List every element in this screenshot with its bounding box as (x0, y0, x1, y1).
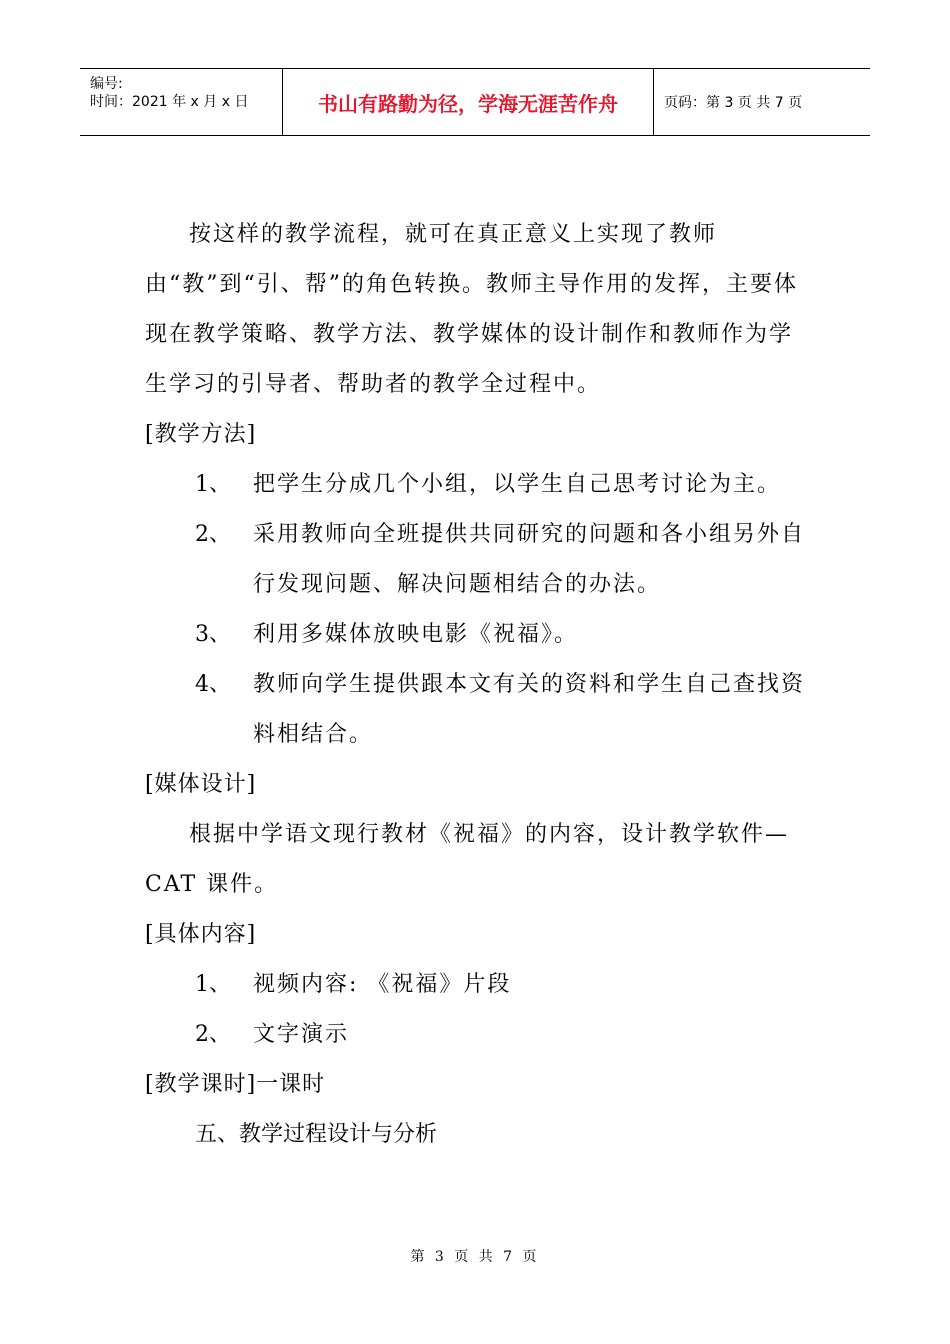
media-heading: [媒体设计] (145, 772, 257, 797)
list-item (145, 960, 810, 1010)
time-label: 时间：2021 年 x 月 x 日 (90, 94, 249, 110)
list-number: 2、 (195, 1022, 231, 1047)
list-item (145, 460, 810, 510)
list-item (145, 510, 810, 610)
list-text: 把学生分成几个小组，以学生自己思考讨论为主。 (253, 472, 782, 497)
page-header (80, 68, 870, 136)
page-footer: 第 3 页 共 7 页 (410, 1249, 540, 1265)
list-text: 视频内容: 《祝福》片段 (253, 972, 512, 997)
list-text: 教师向学生提供跟本文有关的资料和学生自己查找资料相结合。 (253, 672, 806, 747)
section-heading: 五、教学过程设计与分析 (195, 1122, 438, 1147)
lesson-time: [教学课时]一课时 (145, 1072, 326, 1097)
document-body (145, 210, 810, 1160)
list-number: 2、 (195, 522, 231, 547)
header-page-code: 页码：第 3 页 共 7 页 (664, 95, 803, 111)
list-item (145, 610, 810, 660)
list-number: 3、 (195, 622, 231, 647)
list-item (145, 660, 810, 760)
media-paragraph: 根据中学语文现行教材《祝福》的内容，设计教学软件—CAT 课件。 (145, 822, 790, 897)
list-text: 采用教师向全班提供共同研究的问题和各小组另外自行发现问题、解决问题相结合的办法。 (253, 522, 806, 597)
list-text: 文字演示 (253, 1022, 350, 1047)
content-heading: [具体内容] (145, 922, 257, 947)
list-number: 4、 (195, 672, 231, 697)
number-label: 编号: (90, 76, 123, 92)
intro-paragraph: 按这样的教学流程，就可在真正意义上实现了教师由“教”到“引、帮”的角色转换。教师主导作用的发挥，主要体现在教学策略、教学方法、教学媒体的设计制作和教师作为学生学习的引导者、帮助者的教学全过程中。 (145, 222, 798, 397)
method-heading: [教学方法] (145, 422, 257, 447)
list-number: 1、 (195, 972, 231, 997)
list-number: 1、 (195, 472, 231, 497)
list-item (145, 1010, 810, 1060)
list-text: 利用多媒体放映电影《祝福》。 (253, 622, 579, 647)
header-motto: 书山有路勤为径，学海无涯苦作舟 (282, 69, 654, 135)
header-meta (80, 69, 282, 135)
